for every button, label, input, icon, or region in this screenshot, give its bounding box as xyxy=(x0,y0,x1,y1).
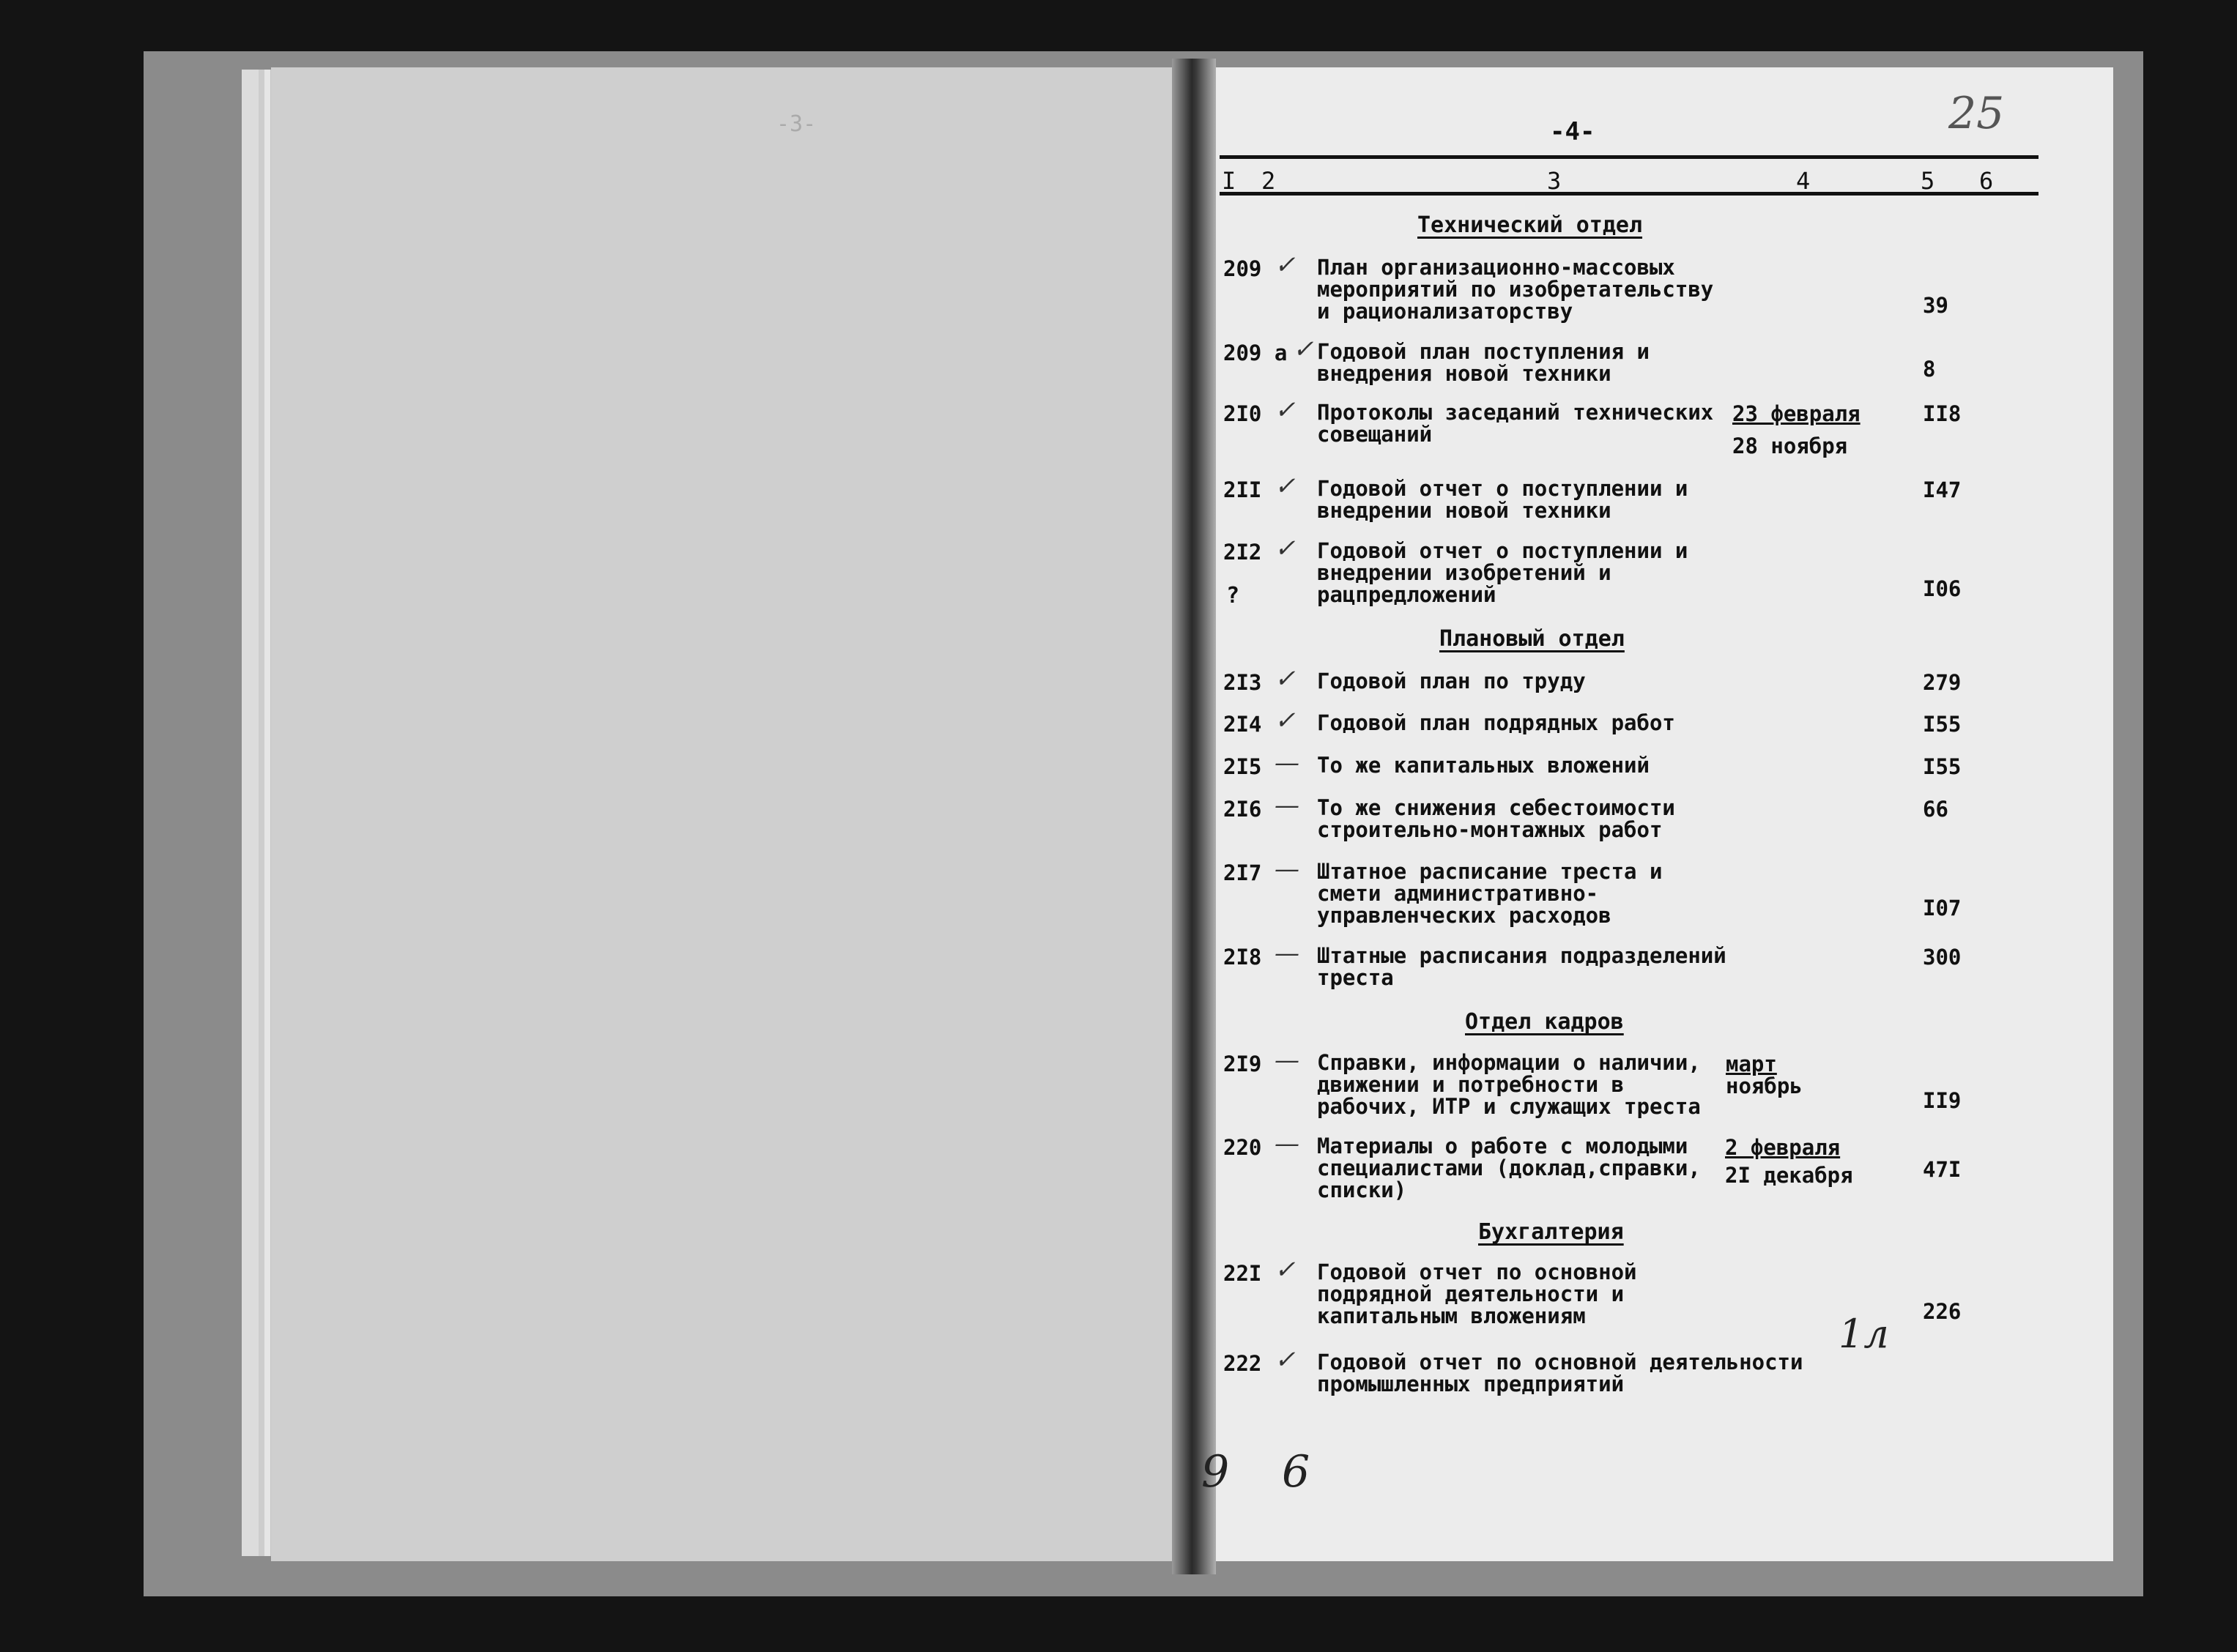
record-title: Годовой план поступления и внедрения новой техники xyxy=(1317,339,1650,386)
col-header-1: I xyxy=(1222,167,1236,195)
col-header-4: 4 xyxy=(1796,167,1811,195)
record-number: 209 а xyxy=(1223,341,1288,365)
dash-mark: — xyxy=(1275,791,1299,820)
dash-mark: — xyxy=(1275,1046,1299,1075)
record-title: План организационно-массовых мероприятий по изобретательству и рационализаторству xyxy=(1317,255,1714,324)
date-start: 23 февраля xyxy=(1732,401,1861,426)
date-end: ноябрь xyxy=(1726,1074,1803,1098)
record-number: 2I8 xyxy=(1223,945,1262,970)
check-mark: ✓ xyxy=(1275,395,1296,425)
dash-mark: — xyxy=(1275,855,1299,884)
sheet-count: I06 xyxy=(1923,576,1962,601)
col-header-2: 2 xyxy=(1261,167,1276,195)
left-page xyxy=(271,67,1190,1561)
sheet-count: I55 xyxy=(1923,754,1962,779)
record-number: 22I xyxy=(1223,1261,1262,1286)
sheet-count: I55 xyxy=(1923,712,1962,737)
sheet-count: 8 xyxy=(1923,357,1936,382)
check-mark: ✓ xyxy=(1275,250,1296,280)
record-number: 2I3 xyxy=(1223,670,1262,695)
date-start: март xyxy=(1726,1052,1777,1076)
section-heading: Бухгалтерия xyxy=(1478,1219,1624,1245)
record-title: Годовой план подрядных работ xyxy=(1317,710,1675,735)
record-title: Протоколы заседаний технических совещаний xyxy=(1317,400,1714,447)
record-number: 2I0 xyxy=(1223,401,1262,426)
page-stack-edge xyxy=(242,70,275,1556)
col-header-5: 5 xyxy=(1921,167,1935,195)
sheet-count: I47 xyxy=(1923,477,1962,502)
record-title: То же снижения себестоимости строительно-монтажных работ xyxy=(1317,795,1675,842)
record-number: 2I7 xyxy=(1223,860,1262,885)
record-title: Штатное расписание треста и смети административно-управленческих расходов xyxy=(1317,859,1663,928)
col-header-3: 3 xyxy=(1547,167,1562,195)
section-heading: Плановый отдел xyxy=(1439,626,1625,652)
record-title: Годовой отчет о поступлении и внедрении новой техники xyxy=(1317,476,1688,523)
record-number: 209 xyxy=(1223,256,1262,281)
sheet-count: 226 xyxy=(1923,1299,1962,1324)
handwritten-number: 6 xyxy=(1282,1446,1310,1497)
dash-mark: — xyxy=(1275,939,1299,968)
record-title: То же капитальных вложений xyxy=(1317,753,1650,778)
record-number: 2I6 xyxy=(1223,797,1262,822)
sheet-count: 279 xyxy=(1923,670,1962,695)
book-gutter xyxy=(1172,59,1216,1574)
record-number: 2II xyxy=(1223,477,1262,502)
section-heading: Технический отдел xyxy=(1417,212,1643,238)
record-number: 2I9 xyxy=(1223,1052,1262,1076)
question-mark: ? xyxy=(1226,583,1240,609)
record-title: Годовой отчет по основной подрядной деятельности и капитальным вложениям xyxy=(1317,1260,1637,1328)
record-title: Годовой отчет о поступлении и внедрении изобретений и рацпредложений xyxy=(1317,538,1688,607)
record-title: Справки, информации о наличии, движении и потребности в рабочих, ИТР и служащих треста xyxy=(1317,1050,1701,1119)
sheet-count: 39 xyxy=(1923,293,1948,318)
table-top-rule xyxy=(1220,155,2038,159)
check-mark: ✓ xyxy=(1275,472,1296,501)
check-mark: ✓ xyxy=(1293,335,1314,364)
record-number: 220 xyxy=(1223,1135,1262,1160)
record-title: Годовой план по труду xyxy=(1317,669,1586,693)
margin-note: 1л xyxy=(1839,1311,1889,1357)
sheet-count: I07 xyxy=(1923,896,1962,920)
page-number: -4- xyxy=(1550,117,1595,146)
date-start: 2 февраля xyxy=(1725,1135,1841,1160)
dash-mark: — xyxy=(1275,748,1299,778)
record-title: Материалы о работе с молодыми специалистами (доклад,справки, списки) xyxy=(1317,1134,1701,1202)
record-number: 222 xyxy=(1223,1351,1262,1376)
sheet-count: 47I xyxy=(1923,1157,1962,1182)
date-end: 2I декабря xyxy=(1725,1163,1853,1188)
sheet-count: 66 xyxy=(1923,797,1948,822)
date-end: 28 ноября xyxy=(1732,434,1848,458)
sheet-count: II9 xyxy=(1923,1088,1962,1113)
sheet-count: 300 xyxy=(1923,945,1962,970)
section-heading: Отдел кадров xyxy=(1465,1009,1624,1035)
record-title: Годовой отчет по основной деятельности промышленных предприятий xyxy=(1317,1350,1803,1396)
archive-sheet-number: 25 xyxy=(1948,88,2005,139)
record-number: 2I4 xyxy=(1223,712,1262,737)
check-mark: ✓ xyxy=(1275,1345,1296,1374)
col-header-6: 6 xyxy=(1979,167,1994,195)
record-title: Штатные расписания подразделений треста xyxy=(1317,943,1726,990)
check-mark: ✓ xyxy=(1275,664,1296,693)
record-number: 2I5 xyxy=(1223,754,1262,779)
record-number: 2I2 xyxy=(1223,540,1262,565)
check-mark: ✓ xyxy=(1275,1255,1296,1284)
sheet-count: II8 xyxy=(1923,401,1962,426)
dash-mark: — xyxy=(1275,1129,1299,1158)
table-header-rule xyxy=(1220,192,2038,196)
handwritten-number: 9 xyxy=(1201,1446,1230,1497)
check-mark: ✓ xyxy=(1275,706,1296,735)
check-mark: ✓ xyxy=(1275,534,1296,563)
left-page-folio: -3- xyxy=(776,111,817,137)
